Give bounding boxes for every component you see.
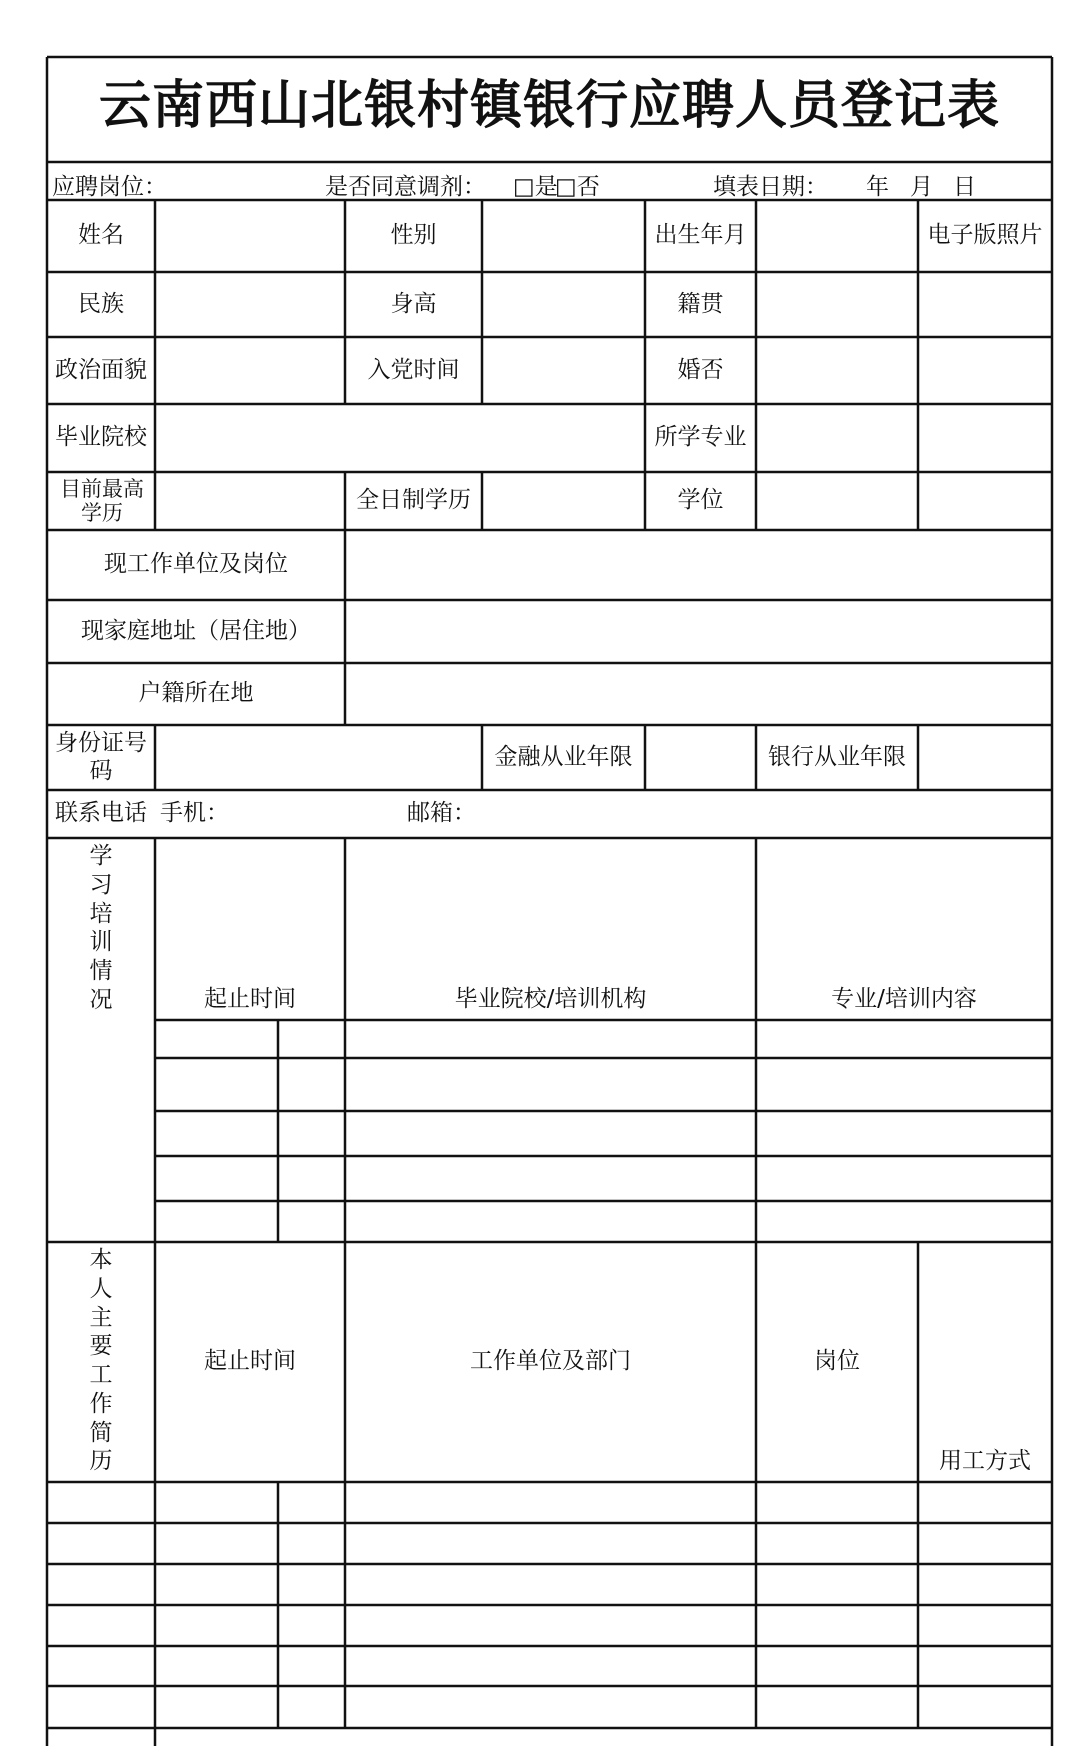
photo-label: 电子版照片 xyxy=(927,222,1043,249)
applied-position-label: 应聘岗位： xyxy=(52,173,167,200)
birth-label: 出生年月 xyxy=(654,222,747,249)
adjust-yes-checkbox[interactable]: □是 xyxy=(513,173,558,200)
fulltime-edu-label: 全日制学历 xyxy=(356,487,471,514)
name-label: 姓名 xyxy=(78,222,124,249)
native-place-label: 籍贯 xyxy=(677,290,724,317)
degree-label: 学位 xyxy=(677,487,724,514)
email-label: 邮箱： xyxy=(407,800,476,827)
mobile-label: 手机： xyxy=(160,800,229,827)
bank-years-label: 银行从业年限 xyxy=(768,743,906,770)
study-section-label: 学习培训情况 xyxy=(89,843,113,1013)
adjust-label: 是否同意调剂： xyxy=(325,173,486,200)
year-label: 年 xyxy=(866,173,889,200)
school-label: 毕业院校 xyxy=(55,424,147,451)
home-address-label: 现家庭地址（居住地） xyxy=(81,617,311,644)
study-institution-header: 毕业院校/培训机构 xyxy=(454,986,647,1013)
study-content-header: 专业/培训内容 xyxy=(831,986,977,1013)
adjust-no-checkbox[interactable]: □否 xyxy=(555,173,600,200)
form-title: 云南西山北银村镇银行应聘人员登记表 xyxy=(98,75,1000,136)
work-section-label: 本人主要工作简历 xyxy=(89,1247,113,1475)
party-date-label: 入党时间 xyxy=(367,356,460,383)
highest-edu-label: 目前最高学历 xyxy=(60,476,144,525)
political-status-label: 政治面貌 xyxy=(55,356,147,383)
major-label: 所学专业 xyxy=(654,424,747,451)
id-number-label: 身份证号码 xyxy=(55,729,147,784)
work-post-header: 岗位 xyxy=(814,1348,860,1375)
height-label: 身高 xyxy=(390,290,437,317)
hukou-label: 户籍所在地 xyxy=(138,680,254,707)
contact-label: 联系电话 xyxy=(55,800,147,827)
study-period-header: 起止时间 xyxy=(204,986,296,1013)
work-period-header: 起止时间 xyxy=(204,1348,296,1375)
marital-label: 婚否 xyxy=(677,356,724,383)
month-label: 月 xyxy=(910,173,933,200)
work-employer-header: 工作单位及部门 xyxy=(470,1348,631,1375)
current-job-label: 现工作单位及岗位 xyxy=(104,551,288,578)
ethnicity-label: 民族 xyxy=(78,290,124,317)
day-label: 日 xyxy=(953,173,976,200)
finance-years-label: 金融从业年限 xyxy=(494,743,633,770)
work-employment-type-header: 用工方式 xyxy=(939,1448,1031,1475)
fill-date-label: 填表日期： xyxy=(713,173,828,200)
gender-label: 性别 xyxy=(390,222,437,249)
